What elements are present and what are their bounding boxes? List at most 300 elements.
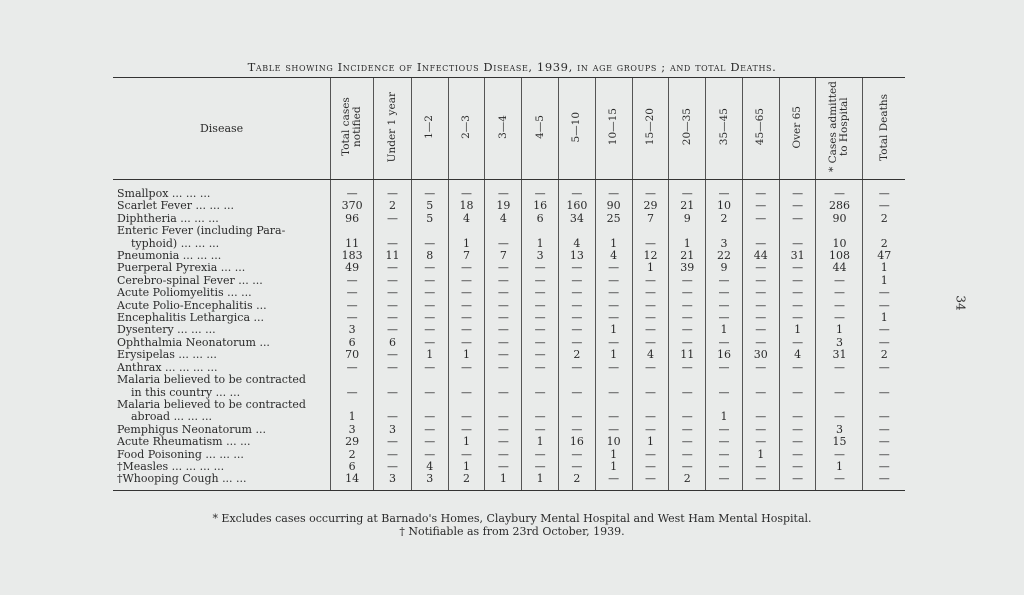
cell-value: —: [742, 461, 779, 473]
cell-value: —: [779, 411, 816, 423]
cell-value: —: [485, 300, 522, 312]
cell-value: —: [448, 337, 485, 349]
cell-value: 286: [816, 200, 863, 212]
table-row: [113, 449, 905, 461]
cell-value: —: [411, 188, 448, 200]
cell-value: [411, 374, 448, 386]
cell-value: 4: [632, 349, 669, 361]
cell-value: —: [522, 461, 559, 473]
header-label: * Cases admitted to Hospital: [827, 81, 851, 173]
cell-value: —: [742, 362, 779, 374]
header-col-15: [863, 78, 905, 180]
cell-value: —: [559, 262, 596, 274]
cell-value: —: [559, 411, 596, 423]
cell-value: —: [448, 287, 485, 299]
cell-value: —: [411, 337, 448, 349]
cell-value: —: [595, 473, 632, 490]
cell-value: [742, 374, 779, 386]
cell-value: —: [522, 349, 559, 361]
cell-value: 1: [669, 238, 706, 250]
cell-value: 2: [448, 473, 485, 490]
cell-value: 3: [331, 424, 374, 436]
cell-value: —: [374, 188, 412, 200]
disease-name: †Whooping Cough ... ...: [113, 473, 331, 490]
footnote-excludes: * Excludes cases occurring at Barnado's Homes, Claybury Mental Hospital and West Ham Mental Hospital.: [212, 512, 812, 525]
cell-value: [863, 374, 905, 386]
cell-value: [485, 225, 522, 237]
cell-value: —: [863, 287, 905, 299]
cell-value: —: [485, 312, 522, 324]
cell-value: —: [448, 424, 485, 436]
cell-value: —: [863, 411, 905, 423]
cell-value: 2: [863, 349, 905, 361]
cell-value: 1: [522, 473, 559, 490]
cell-value: —: [742, 213, 779, 225]
cell-value: —: [816, 275, 863, 287]
cell-value: 4: [595, 250, 632, 262]
cell-value: —: [706, 461, 743, 473]
cell-value: —: [559, 387, 596, 399]
cell-value: 7: [632, 213, 669, 225]
cell-value: 2: [669, 473, 706, 490]
cell-value: —: [522, 337, 559, 349]
cell-value: 31: [779, 250, 816, 262]
cell-value: 44: [742, 250, 779, 262]
header-label: Total cases notified: [340, 97, 364, 157]
cell-value: 9: [706, 262, 743, 274]
cell-value: —: [559, 461, 596, 473]
header-label: Under 1 year: [385, 91, 398, 163]
cell-value: 39: [669, 262, 706, 274]
cell-value: —: [485, 238, 522, 250]
cell-value: 1: [522, 436, 559, 448]
disease-name: Dysentery ... ... ...: [117, 323, 216, 337]
cell-value: —: [863, 324, 905, 336]
table-row: [113, 225, 905, 237]
cell-value: —: [411, 262, 448, 274]
cell-value: —: [742, 337, 779, 349]
cell-value: —: [742, 188, 779, 200]
cell-value: —: [632, 312, 669, 324]
cell-value: 4: [411, 461, 448, 473]
cell-value: 6: [374, 337, 412, 349]
cell-value: 2: [331, 449, 374, 461]
cell-value: —: [374, 300, 412, 312]
cell-value: —: [522, 424, 559, 436]
cell-value: 18: [448, 200, 485, 212]
cell-value: 2: [374, 200, 412, 212]
cell-value: —: [411, 424, 448, 436]
cell-value: [816, 374, 863, 386]
header-col-8: [595, 78, 632, 180]
cell-value: [411, 225, 448, 237]
disease-incidence-table: [113, 77, 905, 491]
header-col-6: [522, 78, 559, 180]
cell-value: [742, 225, 779, 237]
cell-value: —: [632, 449, 669, 461]
cell-value: —: [779, 312, 816, 324]
header-label: 5—10: [570, 111, 583, 143]
cell-value: —: [411, 387, 448, 399]
cell-value: 1: [706, 411, 743, 423]
disease-name: Ophthalmia Neonatorum ...: [117, 335, 270, 349]
cell-value: 5: [411, 213, 448, 225]
cell-value: —: [448, 411, 485, 423]
cell-value: —: [669, 362, 706, 374]
page-number: 34: [953, 295, 968, 311]
cell-value: —: [779, 213, 816, 225]
cell-value: —: [669, 449, 706, 461]
table-row: [113, 436, 905, 448]
cell-value: 3: [816, 337, 863, 349]
cell-value: —: [669, 461, 706, 473]
cell-value: [595, 225, 632, 237]
cell-value: 2: [559, 349, 596, 361]
cell-value: —: [669, 275, 706, 287]
cell-value: —: [706, 312, 743, 324]
cell-value: —: [331, 300, 374, 312]
cell-value: —: [374, 449, 412, 461]
cell-value: 25: [595, 213, 632, 225]
cell-value: [669, 374, 706, 386]
cell-value: [632, 225, 669, 237]
header-col-10: [669, 78, 706, 180]
cell-value: 3: [706, 238, 743, 250]
cell-value: —: [485, 461, 522, 473]
cell-value: —: [779, 362, 816, 374]
cell-value: —: [331, 287, 374, 299]
cell-value: —: [595, 188, 632, 200]
cell-value: —: [779, 449, 816, 461]
cell-value: 5: [411, 200, 448, 212]
cell-value: 13: [559, 250, 596, 262]
disease-name: Food Poisoning ... ... ...: [117, 447, 244, 461]
cell-value: —: [669, 387, 706, 399]
cell-value: —: [411, 287, 448, 299]
disease-name: Anthrax ... ... ... ...: [117, 360, 218, 374]
cell-value: —: [331, 387, 374, 399]
cell-value: 1: [595, 461, 632, 473]
cell-value: 31: [816, 349, 863, 361]
disease-name: Acute Polio-Encephalitis ...: [117, 298, 267, 312]
disease-name: Encephalitis Lethargica ...: [117, 311, 264, 325]
cell-value: —: [816, 287, 863, 299]
cell-value: 7: [448, 250, 485, 262]
cell-value: 1: [632, 436, 669, 448]
header-col-4: [448, 78, 485, 180]
header-label: 15—20: [643, 108, 656, 146]
cell-value: —: [742, 287, 779, 299]
header-label: 4—5: [533, 115, 546, 139]
cell-value: —: [779, 300, 816, 312]
cell-value: —: [559, 300, 596, 312]
cell-value: 1: [411, 349, 448, 361]
cell-value: 15: [816, 436, 863, 448]
cell-value: —: [742, 324, 779, 336]
cell-value: 11: [374, 250, 412, 262]
cell-value: —: [669, 436, 706, 448]
table-row: [113, 324, 905, 336]
cell-value: 16: [706, 349, 743, 361]
cell-value: —: [706, 436, 743, 448]
cell-value: —: [779, 262, 816, 274]
cell-value: —: [374, 238, 412, 250]
cell-value: —: [595, 411, 632, 423]
cell-value: —: [742, 262, 779, 274]
header-label: 2—3: [460, 115, 473, 139]
header-label: 3—4: [496, 115, 509, 139]
cell-value: —: [411, 275, 448, 287]
cell-value: —: [706, 362, 743, 374]
cell-value: —: [522, 312, 559, 324]
cell-value: —: [779, 436, 816, 448]
disease-name: Scarlet Fever ... ... ...: [117, 199, 234, 213]
header-label: 35—45: [717, 108, 730, 146]
cell-value: 6: [522, 213, 559, 225]
cell-value: —: [522, 188, 559, 200]
cell-value: —: [816, 362, 863, 374]
cell-value: —: [448, 262, 485, 274]
cell-value: 1: [863, 262, 905, 274]
cell-value: 19: [485, 200, 522, 212]
cell-value: 1: [742, 449, 779, 461]
header-col-7: [559, 78, 596, 180]
cell-value: —: [863, 436, 905, 448]
cell-value: [448, 225, 485, 237]
cell-value: 70: [331, 349, 374, 361]
cell-value: —: [411, 312, 448, 324]
cell-value: —: [816, 300, 863, 312]
cell-value: [779, 225, 816, 237]
cell-value: —: [863, 461, 905, 473]
cell-value: —: [863, 473, 905, 490]
cell-value: 2: [559, 473, 596, 490]
cell-value: —: [559, 312, 596, 324]
cell-value: —: [816, 473, 863, 490]
cell-value: 1: [595, 449, 632, 461]
cell-value: —: [669, 312, 706, 324]
cell-value: —: [669, 188, 706, 200]
cell-value: 160: [559, 200, 596, 212]
cell-value: —: [595, 337, 632, 349]
header-col-14: [816, 78, 863, 180]
cell-value: —: [374, 324, 412, 336]
cell-value: —: [816, 188, 863, 200]
cell-value: —: [632, 287, 669, 299]
disease-name: Acute Rheumatism ... ...: [117, 435, 251, 449]
cell-value: 44: [816, 262, 863, 274]
header-row: [113, 78, 905, 180]
cell-value: —: [485, 188, 522, 200]
cell-value: —: [863, 200, 905, 212]
cell-value: —: [411, 436, 448, 448]
cell-value: [863, 225, 905, 237]
cell-value: 1: [779, 324, 816, 336]
cell-value: 183: [331, 250, 374, 262]
cell-value: 1: [448, 349, 485, 361]
cell-value: —: [374, 275, 412, 287]
table-row: [113, 374, 905, 386]
cell-value: —: [669, 337, 706, 349]
cell-value: [706, 225, 743, 237]
cell-value: —: [706, 337, 743, 349]
cell-value: [448, 374, 485, 386]
cell-value: 3: [331, 324, 374, 336]
cell-value: —: [448, 300, 485, 312]
cell-value: —: [559, 449, 596, 461]
cell-value: —: [559, 324, 596, 336]
cell-value: —: [632, 411, 669, 423]
header-label: 45—65: [754, 108, 767, 146]
disease-name: Pemphigus Neonatorum ...: [117, 422, 266, 436]
cell-value: —: [706, 473, 743, 490]
cell-value: [706, 374, 743, 386]
cell-value: 4: [779, 349, 816, 361]
cell-value: —: [742, 300, 779, 312]
cell-value: —: [742, 436, 779, 448]
cell-value: 11: [669, 349, 706, 361]
cell-value: —: [485, 349, 522, 361]
cell-value: [559, 225, 596, 237]
cell-value: —: [374, 262, 412, 274]
cell-value: —: [522, 387, 559, 399]
cell-value: —: [448, 275, 485, 287]
cell-value: [559, 374, 596, 386]
cell-value: 1: [595, 238, 632, 250]
cell-value: 1: [863, 312, 905, 324]
cell-value: —: [485, 262, 522, 274]
cell-value: —: [632, 424, 669, 436]
cell-value: —: [331, 275, 374, 287]
cell-value: [669, 225, 706, 237]
cell-value: [331, 225, 374, 237]
table-title: Table showing Incidence of Infectious Disease, 1939, in age groups ; and total Deaths.: [247, 60, 777, 74]
cell-value: 21: [669, 250, 706, 262]
table-row: [113, 262, 905, 274]
cell-value: —: [779, 387, 816, 399]
header-label: Total Deaths: [877, 93, 890, 161]
cell-value: —: [742, 200, 779, 212]
cell-value: —: [485, 287, 522, 299]
cell-value: —: [595, 300, 632, 312]
header-label: Disease: [199, 122, 244, 135]
disease-name: in this country ... ...: [117, 385, 241, 399]
cell-value: —: [632, 461, 669, 473]
cell-value: —: [669, 300, 706, 312]
footnote-notifiable: † Notifiable as from 23rd October, 1939.: [399, 525, 625, 538]
cell-value: —: [485, 362, 522, 374]
header-col-3: [411, 78, 448, 180]
cell-value: 29: [632, 200, 669, 212]
cell-value: —: [742, 387, 779, 399]
cell-value: 21: [669, 200, 706, 212]
spacer-row: [113, 180, 905, 189]
cell-value: —: [448, 188, 485, 200]
cell-value: —: [485, 387, 522, 399]
table-row: [113, 200, 905, 212]
cell-value: —: [522, 275, 559, 287]
disease-name: Acute Poliomyelitis ... ...: [117, 286, 252, 300]
cell-value: —: [374, 387, 412, 399]
cell-value: —: [779, 275, 816, 287]
cell-value: —: [448, 362, 485, 374]
cell-value: 2: [863, 213, 905, 225]
cell-value: [374, 225, 412, 237]
cell-value: —: [632, 188, 669, 200]
cell-value: —: [669, 287, 706, 299]
cell-value: 12: [632, 250, 669, 262]
cell-value: [522, 225, 559, 237]
cell-value: —: [522, 324, 559, 336]
cell-value: 1: [448, 461, 485, 473]
cell-value: —: [559, 337, 596, 349]
cell-value: 3: [374, 424, 412, 436]
cell-value: —: [632, 238, 669, 250]
cell-value: —: [411, 449, 448, 461]
cell-value: —: [331, 188, 374, 200]
cell-value: —: [742, 238, 779, 250]
cell-value: —: [522, 300, 559, 312]
cell-value: —: [706, 424, 743, 436]
cell-value: 1: [632, 262, 669, 274]
cell-value: —: [632, 387, 669, 399]
disease-name: Malaria believed to be contracted: [117, 397, 306, 411]
disease-name: Puerperal Pyrexia ... ...: [117, 261, 246, 275]
cell-value: —: [595, 275, 632, 287]
cell-value: 90: [816, 213, 863, 225]
cell-value: 16: [559, 436, 596, 448]
cell-value: —: [374, 362, 412, 374]
cell-value: 1: [485, 473, 522, 490]
cell-value: 90: [595, 200, 632, 212]
cell-value: —: [331, 312, 374, 324]
disease-name: Diphtheria ... ... ...: [117, 211, 219, 225]
cell-value: —: [595, 424, 632, 436]
cell-value: —: [411, 300, 448, 312]
cell-value: —: [374, 461, 412, 473]
table-row: [113, 473, 905, 490]
cell-value: —: [522, 362, 559, 374]
cell-value: —: [522, 411, 559, 423]
disease-name: Malaria believed to be contracted: [117, 373, 306, 387]
cell-value: —: [448, 387, 485, 399]
cell-value: 4: [559, 238, 596, 250]
cell-value: 1: [522, 238, 559, 250]
disease-name: Smallpox ... ... ...: [117, 187, 211, 200]
cell-value: —: [669, 411, 706, 423]
cell-value: 7: [485, 250, 522, 262]
cell-value: —: [448, 449, 485, 461]
cell-value: 3: [374, 473, 412, 490]
header-label: Over 65: [791, 105, 804, 149]
cell-value: 1: [706, 324, 743, 336]
cell-value: —: [742, 473, 779, 490]
cell-value: —: [779, 188, 816, 200]
cell-value: —: [485, 436, 522, 448]
cell-value: —: [742, 275, 779, 287]
cell-value: 22: [706, 250, 743, 262]
cell-value: 3: [411, 473, 448, 490]
disease-name: Erysipelas ... ... ...: [117, 348, 217, 362]
cell-value: 9: [669, 213, 706, 225]
header-disease: [113, 78, 331, 180]
cell-value: 370: [331, 200, 374, 212]
cell-value: —: [595, 287, 632, 299]
cell-value: —: [669, 324, 706, 336]
table-row: [113, 411, 905, 423]
cell-value: 108: [816, 250, 863, 262]
cell-value: —: [559, 424, 596, 436]
